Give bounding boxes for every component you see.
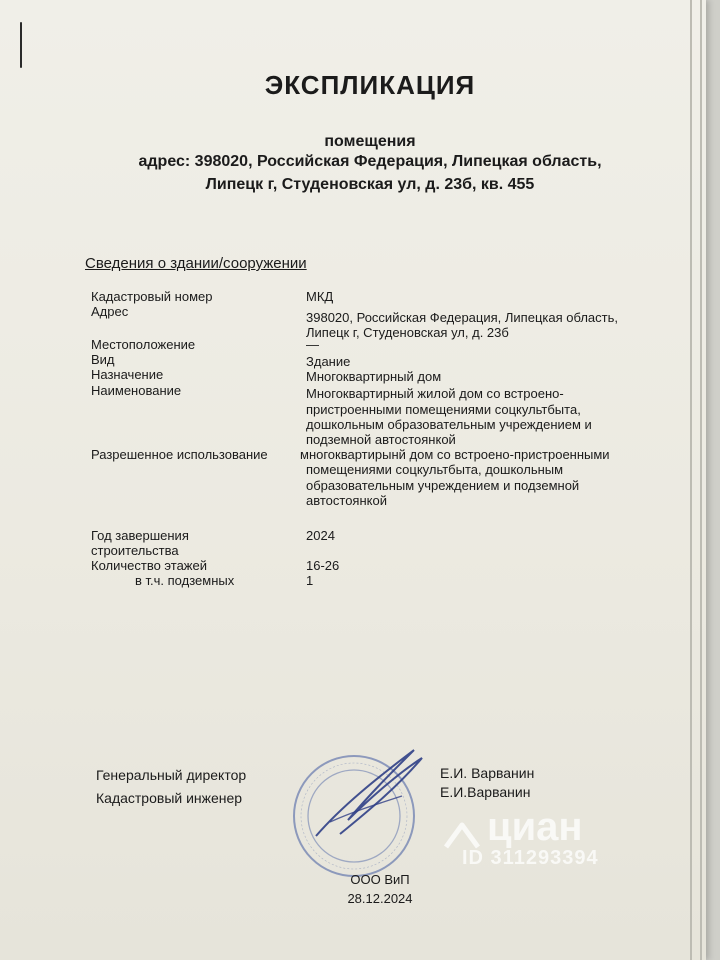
document-subtitle: помещения [324, 133, 416, 150]
address-value-line-2: Липецк г, Студеновская ул, д. 23б [306, 325, 509, 340]
location-label: Местоположение [91, 337, 196, 352]
underground-value: 1 [306, 573, 314, 588]
name-label: Наименование [91, 383, 182, 398]
address-line-2: Липецк г, Студеновская ул, д. 23б, кв. 455 [205, 176, 535, 193]
watermark-text: циан [487, 805, 583, 849]
address-line-1: адрес: 398020, Российская Федерация, Липецкая область, [138, 153, 602, 170]
section-title: Сведения о здании/сооружении [85, 255, 307, 272]
signature-stroke [316, 750, 422, 836]
underground-label: в т.ч. подземных [135, 573, 235, 588]
round-seal-stamp [282, 738, 432, 888]
cadastral-value: МКД [306, 289, 334, 304]
director-name: Е.И. Варванин [440, 765, 535, 781]
floors-label: Количество этажей [91, 558, 207, 573]
year-value: 2024 [306, 528, 335, 543]
page-edge-line [690, 0, 692, 960]
year-label-line-1: Год завершения [91, 528, 189, 543]
permitted-use-value-line-1: многоквартирынй дом со встроено-пристроенными [300, 447, 610, 462]
document-title: ЭКСПЛИКАЦИЯ [264, 70, 476, 100]
purpose-label: Назначение [91, 367, 164, 382]
location-value: — [306, 337, 319, 352]
director-label: Генеральный директор [96, 767, 247, 783]
house-logo-icon [440, 807, 484, 851]
pen-mark [20, 22, 22, 68]
engineer-label: Кадастровый инженер [96, 790, 243, 806]
type-label: Вид [91, 352, 115, 367]
name-value-line-4: подземной автостоянкой [306, 432, 456, 447]
permitted-use-label: Разрешенное использование [91, 447, 268, 462]
floors-value: 16-26 [306, 558, 340, 573]
organization-name: ООО ВиП [350, 872, 410, 887]
permitted-use-value-line-3: образовательным учреждением и подземной [306, 478, 580, 493]
type-value: Здание [306, 354, 351, 369]
address-label: Адрес [91, 304, 129, 319]
document-date: 28.12.2024 [347, 891, 413, 906]
engineer-name: Е.И.Варванин [440, 784, 531, 800]
cadastral-label: Кадастровый номер [91, 289, 213, 304]
year-label-line-2: строительства [91, 543, 179, 558]
permitted-use-value-line-2: помещениями соцкультбыта, дошкольным [306, 462, 564, 477]
address-value-line-1: 398020, Российская Федерация, Липецкая область, [306, 310, 618, 325]
page-edge-line [700, 0, 702, 960]
permitted-use-value-line-4: автостоянкой [306, 493, 387, 508]
name-value-line-3: дошкольным образовательным учреждением и [306, 417, 592, 432]
name-value-line-1: Многоквартирный жилой дом со встроено- [306, 386, 564, 401]
purpose-value: Многоквартирный дом [306, 369, 442, 384]
name-value-line-2: пристроенными помещениями соцкультбыта, [306, 402, 581, 417]
watermark-id: ID 311293394 [462, 847, 599, 869]
